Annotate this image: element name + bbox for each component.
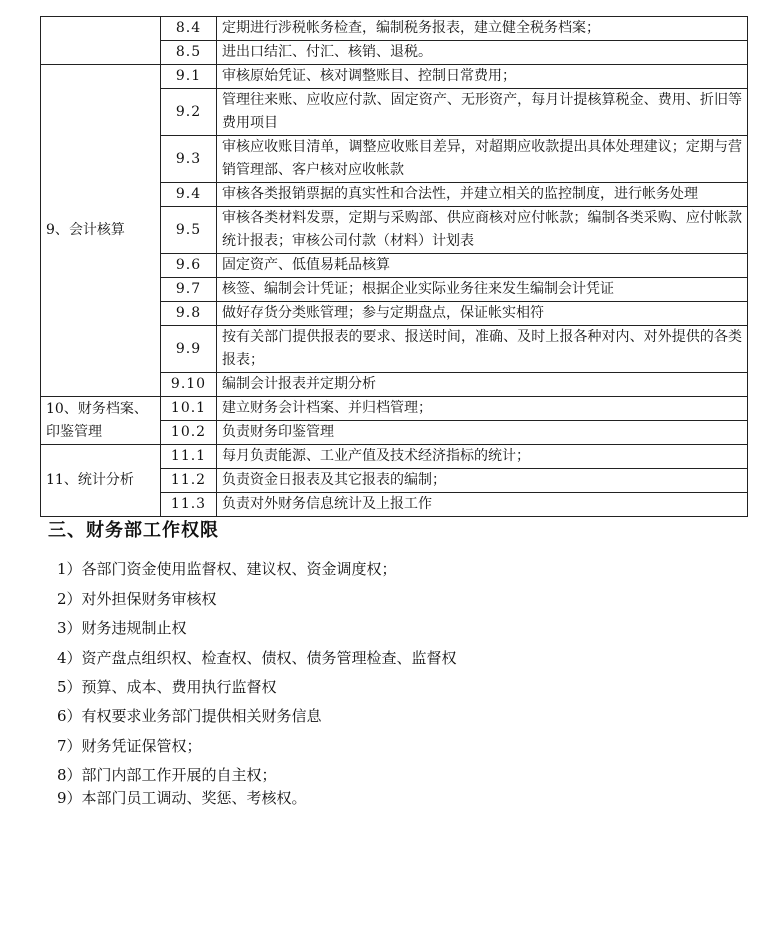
list-item: 1）各部门资金使用监督权、建议权、资金调度权； [57, 560, 397, 578]
item-number-cell: 10.2 [161, 421, 217, 445]
list-item: 2）对外担保财务审核权 [57, 590, 217, 608]
item-description-cell: 定期进行涉税帐务检查，编制税务报表，建立健全税务档案； [217, 17, 748, 41]
item-description-cell: 管理往来账、应收应付款、固定资产、无形资产，每月计提核算税金、费用、折旧等费用项目 [217, 89, 748, 136]
item-number-cell: 11.2 [161, 469, 217, 493]
item-description-cell: 编制会计报表并定期分析 [217, 373, 748, 397]
item-description-cell: 建立财务会计档案、并归档管理； [217, 397, 748, 421]
list-item: 5）预算、成本、费用执行监督权 [57, 678, 277, 696]
category-cell: 10、财务档案、印鉴管理 [41, 397, 161, 445]
table-row [41, 445, 748, 469]
category-cell: 9、会计核算 [41, 65, 161, 397]
table-row [41, 65, 748, 89]
item-number-cell: 8.5 [161, 41, 217, 65]
list-item: 3）财务违规制止权 [57, 619, 187, 637]
item-description-cell: 按有关部门提供报表的要求、报送时间，准确、及时上报各种对内、对外提供的各类报表； [217, 326, 748, 373]
item-number-cell: 9.3 [161, 136, 217, 183]
table-row [41, 397, 748, 421]
item-number-cell: 9.6 [161, 254, 217, 278]
list-item: 6）有权要求业务部门提供相关财务信息 [57, 707, 322, 725]
section-title: 三、财务部工作权限 [48, 520, 219, 541]
item-number-cell: 11.1 [161, 445, 217, 469]
item-description-cell: 固定资产、低值易耗品核算 [217, 254, 748, 278]
item-description-cell: 负责对外财务信息统计及上报工作 [217, 493, 748, 517]
item-number-cell: 9.7 [161, 278, 217, 302]
item-number-cell: 9.2 [161, 89, 217, 136]
table-row [41, 17, 748, 41]
category-cell [41, 17, 161, 65]
category-cell: 11、统计分析 [41, 445, 161, 517]
item-description-cell: 核签、编制会计凭证；根据企业实际业务往来发生编制会计凭证 [217, 278, 748, 302]
item-description-cell: 每月负责能源、工业产值及技术经济指标的统计； [217, 445, 748, 469]
item-number-cell: 10.1 [161, 397, 217, 421]
item-description-cell: 审核应收账目清单，调整应收账目差异，对超期应收款提出具体处理建议；定期与营销管理部、客户核对应收帐款 [217, 136, 748, 183]
duties-table [40, 16, 748, 517]
item-number-cell: 9.4 [161, 183, 217, 207]
duties-table-body [41, 17, 748, 517]
item-description-cell: 做好存货分类账管理；参与定期盘点，保证帐实相符 [217, 302, 748, 326]
item-description-cell: 审核各类材料发票，定期与采购部、供应商核对应付帐款；编制各类采购、应付帐款统计报表；审核公司付款（材料）计划表 [217, 207, 748, 254]
list-item: 9）本部门员工调动、奖惩、考核权。 [57, 789, 307, 807]
item-description-cell: 审核各类报销票据的真实性和合法性，并建立相关的监控制度，进行帐务处理 [217, 183, 748, 207]
item-number-cell: 9.8 [161, 302, 217, 326]
item-number-cell: 9.1 [161, 65, 217, 89]
item-description-cell: 进出口结汇、付汇、核销、退税。 [217, 41, 748, 65]
item-description-cell: 负责财务印鉴管理 [217, 421, 748, 445]
item-description-cell: 负责资金日报表及其它报表的编制； [217, 469, 748, 493]
list-item: 4）资产盘点组织权、检查权、债权、债务管理检查、监督权 [57, 649, 457, 667]
item-number-cell: 11.3 [161, 493, 217, 517]
item-number-cell: 9.5 [161, 207, 217, 254]
item-number-cell: 9.10 [161, 373, 217, 397]
list-item: 7）财务凭证保管权； [57, 737, 202, 755]
item-number-cell: 8.4 [161, 17, 217, 41]
item-number-cell: 9.9 [161, 326, 217, 373]
list-item: 8）部门内部工作开展的自主权； [57, 766, 277, 784]
item-description-cell: 审核原始凭证、核对调整账目、控制日常费用； [217, 65, 748, 89]
